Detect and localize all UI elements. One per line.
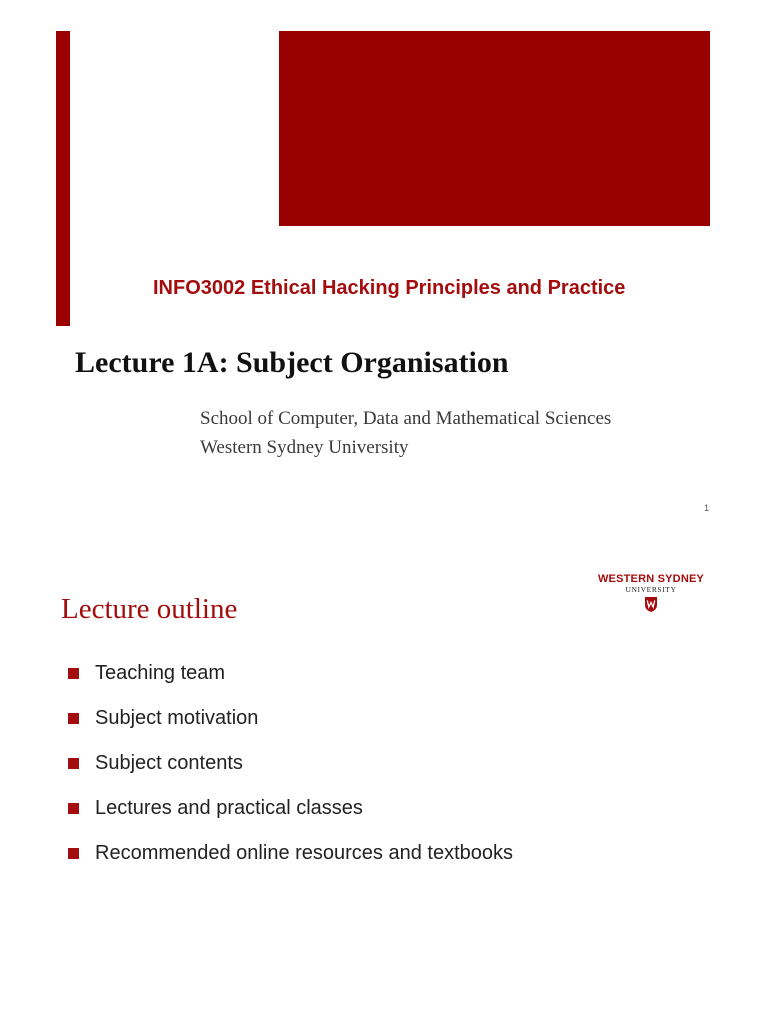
square-bullet-icon [68,848,79,859]
logo-bottom-text: UNIVERSITY [625,585,677,594]
list-item [68,841,513,886]
list-item-text: Lectures and practical classes [95,797,363,819]
list-item [68,751,513,796]
university-logo [596,573,706,612]
shield-w-icon [645,597,657,612]
outline-list [68,661,513,886]
lecture-title: Lecture 1A: Subject Organisation [75,346,509,379]
list-item [68,706,513,751]
square-bullet-icon [68,713,79,724]
outline-slide [0,535,768,1024]
slide-title: Lecture outline [61,593,238,625]
university-name: Western Sydney University [200,437,409,458]
accent-bar [56,31,70,326]
course-title: INFO3002 Ethical Hacking Principles and Practice [153,277,626,299]
list-item-text: Subject motivation [95,707,259,729]
square-bullet-icon [68,758,79,769]
square-bullet-icon [68,803,79,814]
list-item-text: Recommended online resources and textbooks [95,842,514,864]
list-item-text: Teaching team [95,662,226,684]
square-bullet-icon [68,668,79,679]
accent-block [279,31,710,226]
school-name: School of Computer, Data and Mathematical Sciences [200,408,612,429]
logo-top-text: WESTERN SYDNEY [597,573,705,585]
list-item-text: Subject contents [95,752,243,774]
page-number: 1 [704,503,710,513]
list-item [68,796,513,841]
list-item [68,661,513,706]
